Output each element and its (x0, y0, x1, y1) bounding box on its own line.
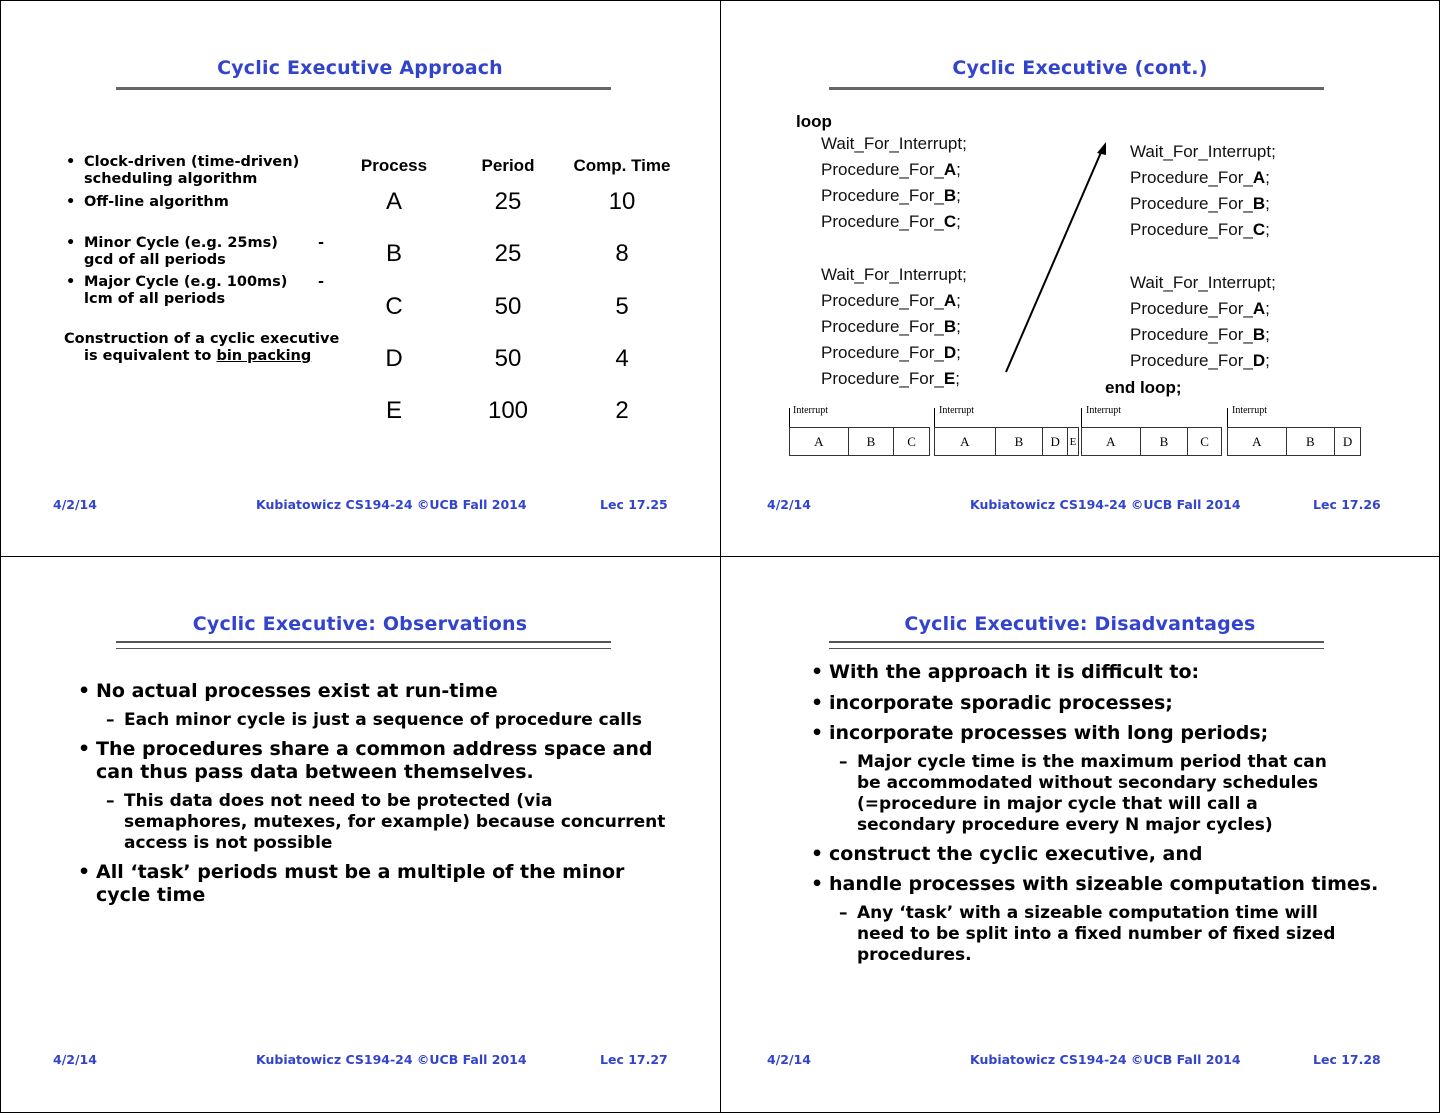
bullet-text: gcd of all periods (84, 252, 226, 268)
proc-prefix: Procedure_For_ (821, 212, 944, 231)
table-cell: B (385, 240, 402, 267)
proc-letter: B (1252, 325, 1266, 344)
proc-letter: A (1252, 168, 1266, 187)
table-cell: 4 (615, 345, 629, 372)
item-text: Major cycle time is the maximum period that can (857, 752, 1327, 772)
bullet-dot: • (66, 235, 76, 251)
slot: C (907, 433, 916, 449)
table-cell: 100 (487, 397, 529, 424)
proc-prefix: Procedure_For_ (821, 369, 944, 388)
table-cell: 25 (494, 240, 522, 267)
item-text: This data does not need to be protected (via (124, 791, 553, 811)
bin-packing-link[interactable]: bin packing (216, 348, 312, 364)
code-line: Procedure_For_C; (1130, 220, 1270, 239)
list-item (811, 873, 1379, 896)
item-text: construct the cyclic executive, and (829, 843, 1203, 865)
proc-letter: B (943, 186, 957, 205)
table-cell: 50 (494, 293, 522, 320)
bullet-dot: • (66, 154, 76, 170)
item-text: semaphores, mutexes, for example) because concurrent (124, 812, 666, 832)
proc-prefix: Procedure_For_ (821, 186, 944, 205)
proc-letter: B (943, 317, 957, 336)
code-line: Wait_For_Interrupt; (1130, 273, 1276, 292)
note-text: is equivalent to (84, 348, 217, 364)
proc-letter: C (1252, 220, 1266, 239)
footer-date: 4/2/14 (53, 1052, 97, 1067)
code-line: Procedure_For_E; (821, 369, 960, 388)
dash: - (318, 274, 325, 290)
table-header: Comp. Time (573, 156, 671, 175)
item-text: The procedures share a common address space and (96, 738, 653, 760)
slide-title: Cyclic Executive (cont.) (952, 57, 1208, 79)
slot: B (996, 428, 1044, 455)
bullet-dot: • (811, 692, 824, 714)
note-text: Construction of a cyclic executive (64, 331, 340, 347)
bullet-dot: • (66, 194, 76, 210)
interrupt-label: Interrupt (793, 405, 828, 416)
slide-title: Cyclic Executive Approach (217, 57, 503, 79)
bullet-dot: • (811, 661, 824, 683)
table-cell: D (385, 345, 403, 372)
footer-course: Kubiatowicz CS194-24 ©UCB Fall 2014 (256, 1052, 527, 1067)
item-text: secondary procedure every N major cycles) (857, 815, 1273, 835)
end-loop-keyword: end loop; (1105, 378, 1182, 397)
bullet-clock-driven (66, 154, 300, 188)
code-line: Procedure_For_B; (1130, 194, 1270, 213)
list-subitem (839, 903, 1336, 966)
item-text: Any ‘task’ with a sizeable computation time will (857, 903, 1318, 923)
interrupt-label: Interrupt (1232, 405, 1267, 416)
bullet-dot: • (811, 722, 824, 744)
footer-lecture: Lec 17.28 (1313, 1052, 1381, 1067)
code-block-right-2 (1130, 270, 1276, 374)
code-line: Procedure_For_A; (821, 160, 961, 179)
code-line: Wait_For_Interrupt; (1130, 142, 1276, 161)
proc-letter: A (943, 291, 957, 310)
bullet-dot: • (811, 843, 824, 865)
interrupt-label: Interrupt (1086, 405, 1121, 416)
bullet-dot: • (811, 873, 824, 895)
proc-letter: B (1252, 194, 1266, 213)
bullet-dot: • (66, 274, 76, 290)
dash-marker: – (106, 710, 115, 730)
list-subitem (839, 752, 1327, 836)
table-cell: 5 (615, 293, 629, 320)
table-header: Period (481, 156, 535, 175)
bullet-dot: • (78, 861, 91, 883)
footer-lecture: Lec 17.25 (600, 497, 668, 512)
minor-cycle-1 (789, 427, 930, 456)
interrupt-arrow-icon (789, 408, 790, 428)
slot: A (790, 428, 849, 455)
item-text: access is not possible (124, 833, 333, 853)
list-subitem (106, 710, 643, 731)
code-block-left-2 (821, 262, 967, 392)
slot: B (849, 428, 895, 455)
bullet-offline (66, 194, 229, 211)
bullet-text: Major Cycle (e.g. 100ms) (84, 274, 288, 290)
list-item (811, 661, 1200, 684)
list-item (78, 861, 625, 907)
proc-prefix: Procedure_For_ (1130, 325, 1253, 344)
continuation-arrow-icon (1000, 138, 1110, 378)
minor-cycle-2 (934, 427, 1079, 456)
proc-letter: A (943, 160, 957, 179)
proc-prefix: Procedure_For_ (1130, 351, 1253, 370)
slot: A (935, 428, 996, 455)
proc-letter: D (1252, 351, 1266, 370)
table-cell: 10 (608, 188, 636, 215)
slide-17-27 (0, 556, 720, 1112)
code-line: Procedure_For_B; (821, 317, 961, 336)
footer-course: Kubiatowicz CS194-24 ©UCB Fall 2014 (970, 497, 1241, 512)
table-cell: E (385, 397, 402, 424)
slot: B (1287, 428, 1336, 455)
bullet-major-cycle (66, 274, 325, 308)
loop-keyword: loop (796, 112, 832, 131)
proc-prefix: Procedure_For_ (821, 317, 944, 336)
item-text: cycle time (96, 884, 206, 906)
item-text: Each minor cycle is just a sequence of procedure calls (124, 710, 643, 730)
slide-title: Cyclic Executive: Disadvantages (904, 613, 1256, 635)
item-text: can thus pass data between themselves. (96, 761, 534, 783)
code-line: Wait_For_Interrupt; (821, 265, 967, 284)
proc-prefix: Procedure_For_ (821, 291, 944, 310)
item-text: With the approach it is difficult to: (829, 661, 1200, 683)
minor-cycle-3 (1081, 427, 1222, 456)
bullet-text: Minor Cycle (e.g. 25ms) (84, 235, 278, 251)
item-text: be accommodated without secondary schedules (857, 773, 1319, 793)
code-line: Procedure_For_C; (821, 212, 961, 231)
slot: A (1082, 428, 1141, 455)
slide-title: Cyclic Executive: Observations (192, 613, 528, 635)
item-text: incorporate processes with long periods; (829, 722, 1269, 744)
interrupt-arrow-icon (1227, 408, 1228, 428)
code-line: Procedure_For_A; (1130, 299, 1270, 318)
code-line: Procedure_For_B; (821, 186, 961, 205)
bullet-text: lcm of all periods (84, 291, 226, 307)
table-cell: 2 (615, 397, 629, 424)
proc-letter: E (943, 369, 956, 388)
list-subitem (106, 791, 666, 854)
code-line: Procedure_For_B; (1130, 325, 1270, 344)
proc-prefix: Procedure_For_ (821, 160, 944, 179)
footer-course: Kubiatowicz CS194-24 ©UCB Fall 2014 (970, 1052, 1241, 1067)
footer-course: Kubiatowicz CS194-24 ©UCB Fall 2014 (256, 497, 527, 512)
code-line: Procedure_For_D; (1130, 351, 1270, 370)
item-text: need to be split into a fixed number of fixed sized (857, 924, 1336, 944)
proc-prefix: Procedure_For_ (1130, 194, 1253, 213)
dash-marker: – (106, 791, 115, 811)
item-text: (=procedure in major cycle that will call a (857, 794, 1258, 814)
list-item (78, 738, 653, 784)
item-text: handle processes with sizeable computation times. (829, 873, 1379, 895)
bullet-text: Clock-driven (time-driven) (84, 154, 300, 170)
proc-letter: A (1252, 299, 1266, 318)
slot: D (1043, 428, 1068, 455)
interrupt-arrow-icon (1081, 408, 1082, 428)
item-text: All ‘task’ periods must be a multiple of the minor (96, 861, 625, 883)
slot: C (1200, 433, 1209, 449)
code-line: Procedure_For_A; (821, 291, 961, 310)
proc-prefix: Procedure_For_ (821, 343, 944, 362)
bullet-dot: • (78, 680, 91, 702)
slide-17-26 (720, 0, 1440, 556)
bullet-dot: • (78, 738, 91, 760)
table-cell: 25 (494, 188, 522, 215)
table-cell: C (385, 293, 403, 320)
title-rule (829, 87, 1324, 90)
interrupt-arrow-icon (934, 408, 935, 428)
item-text: incorporate sporadic processes; (829, 692, 1173, 714)
proc-letter: D (943, 343, 957, 362)
slot: D (1342, 433, 1353, 449)
footer-date: 4/2/14 (767, 497, 811, 512)
slot: A (1228, 428, 1287, 455)
slot: B (1141, 428, 1189, 455)
footer-date: 4/2/14 (53, 497, 97, 512)
list-item (811, 722, 1269, 745)
table-cell: A (385, 188, 402, 215)
bullet-text: Off-line algorithm (84, 194, 229, 210)
list-item (78, 680, 498, 703)
construction-note (64, 331, 339, 365)
proc-letter: C (943, 212, 957, 231)
footer-lecture: Lec 17.26 (1313, 497, 1381, 512)
bullet-minor-cycle (66, 235, 325, 269)
list-item (811, 692, 1173, 715)
note-line2 (64, 348, 339, 365)
code-line: Procedure_For_A; (1130, 168, 1270, 187)
title-rule (829, 641, 1324, 649)
slide-17-25 (0, 0, 720, 556)
footer-date: 4/2/14 (767, 1052, 811, 1067)
slide-17-28 (720, 556, 1440, 1112)
proc-prefix: Procedure_For_ (1130, 299, 1253, 318)
table-cell: 8 (615, 240, 629, 267)
dash-marker: – (839, 752, 848, 772)
code-block-left-1 (821, 131, 967, 235)
footer-lecture: Lec 17.27 (600, 1052, 668, 1067)
proc-prefix: Procedure_For_ (1130, 168, 1253, 187)
dash-marker: – (839, 903, 848, 923)
table-cell: 50 (494, 345, 522, 372)
title-rule (116, 641, 611, 649)
slot: E (1069, 435, 1077, 448)
code-line: Wait_For_Interrupt; (821, 134, 967, 153)
table-header: Process (360, 156, 428, 175)
title-rule (116, 87, 611, 90)
minor-cycle-4 (1227, 427, 1361, 456)
item-text: No actual processes exist at run-time (96, 680, 498, 702)
bullet-text: scheduling algorithm (84, 171, 258, 187)
interrupt-label: Interrupt (939, 405, 974, 416)
proc-prefix: Procedure_For_ (1130, 220, 1253, 239)
dash: - (318, 235, 325, 251)
list-item (811, 843, 1203, 866)
item-text: procedures. (857, 945, 972, 965)
code-line: Procedure_For_D; (821, 343, 961, 362)
code-block-right-1 (1130, 139, 1276, 243)
